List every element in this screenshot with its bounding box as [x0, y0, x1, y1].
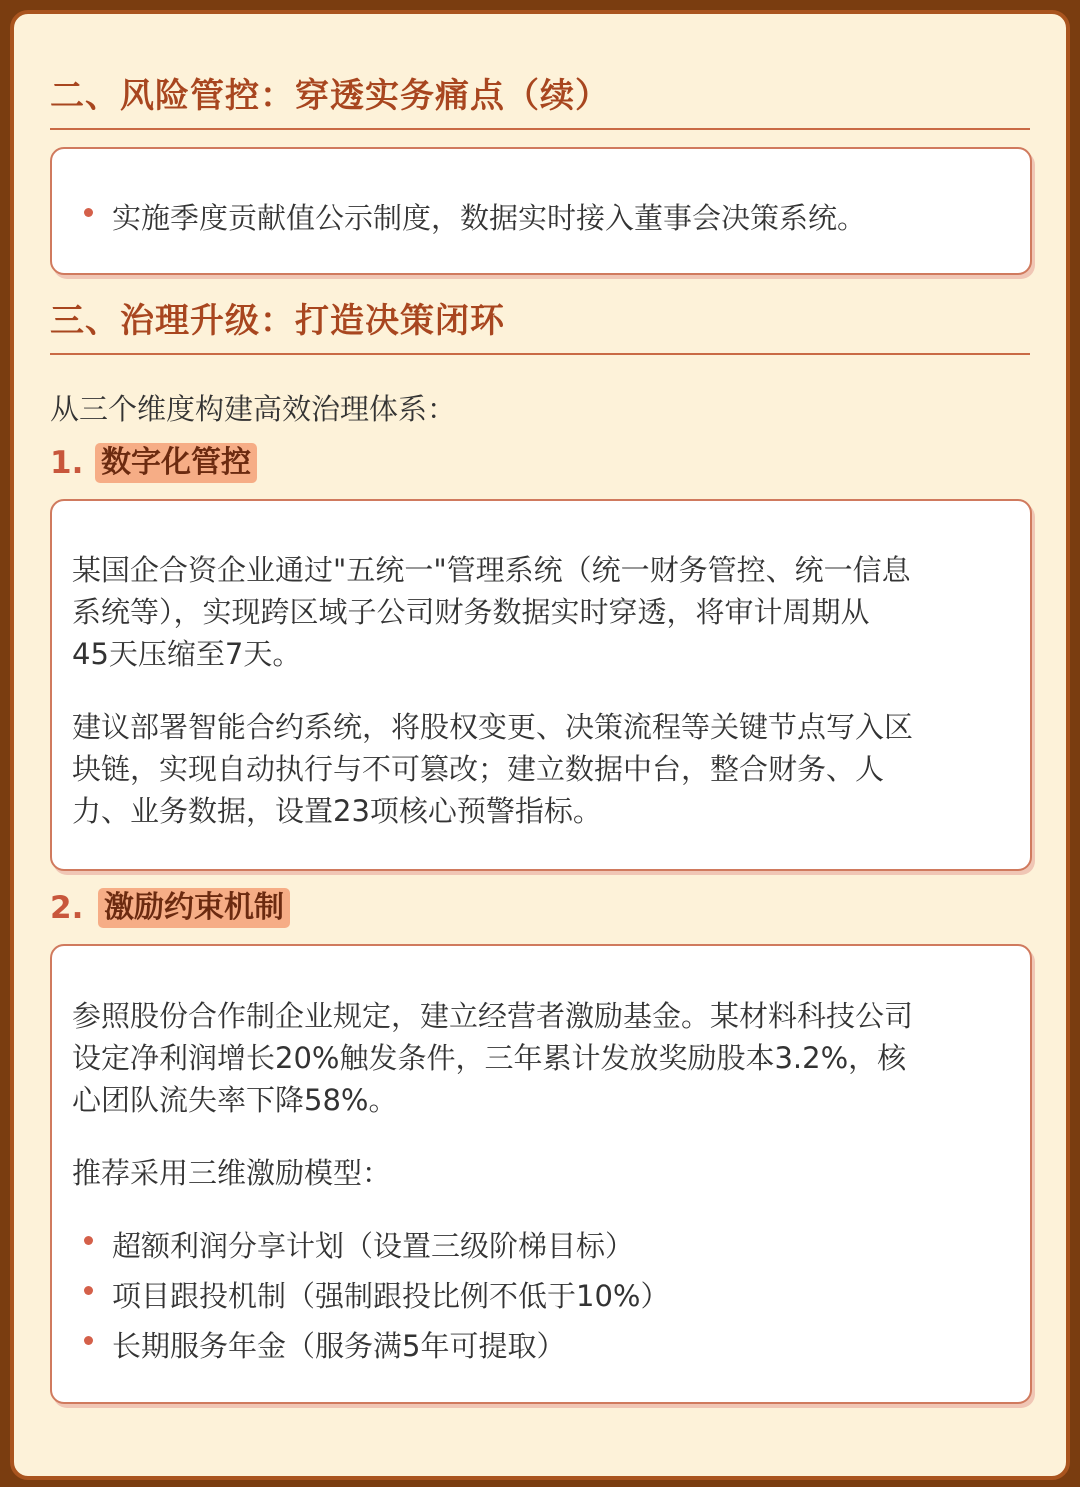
item-number: 1.	[50, 445, 84, 481]
section-title-risk-control: 二、风险管控：穿透实务痛点（续）	[50, 76, 610, 116]
paragraph-line: 系统等），实现跨区域子公司财务数据实时穿透，将审计周期从	[72, 595, 870, 629]
paragraph-line: 参照股份合作制企业规定，建立经营者激励基金。某材料科技公司	[72, 999, 914, 1033]
bullet-text: 超额利润分享计划（设置三级阶梯目标）	[112, 1229, 635, 1263]
paragraph-line: 某国企合资企业通过"五统一"管理系统（统一财务管控、统一信息	[72, 553, 911, 587]
paragraph-line: 建议部署智能合约系统，将股权变更、决策流程等关键节点写入区	[72, 710, 914, 744]
paragraph-line: 推荐采用三维激励模型：	[72, 1156, 392, 1190]
section-intro: 从三个维度构建高效治理体系：	[50, 392, 457, 426]
bullet-dot	[84, 1236, 93, 1245]
paragraph-line: 45天压缩至7天。	[72, 637, 302, 671]
bullet-dot	[84, 1286, 93, 1295]
item-heading-digital-control: 数字化管控	[95, 443, 257, 483]
paragraph-line: 设定净利润增长20%触发条件，三年累计发放奖励股本3.2%，核	[72, 1041, 907, 1075]
bullet-dot	[84, 208, 93, 217]
section-divider	[50, 353, 1030, 355]
item-heading-incentive: 激励约束机制	[98, 888, 290, 928]
bullet-text: 项目跟投机制（强制跟投比例不低于10%）	[112, 1279, 670, 1313]
paragraph-line: 块链，实现自动执行与不可篡改；建立数据中台，整合财务、人	[72, 752, 885, 786]
section-title-governance: 三、治理升级：打造决策闭环	[50, 301, 505, 341]
bullet-text: 长期服务年金（服务满5年可提取）	[112, 1329, 566, 1363]
paragraph-line: 力、业务数据，设置23项核心预警指标。	[72, 794, 602, 828]
bullet-text: 实施季度贡献值公示制度，数据实时接入董事会决策系统。	[112, 201, 867, 235]
paragraph-line: 心团队流失率下降58%。	[72, 1083, 398, 1117]
bullet-dot	[84, 1336, 93, 1345]
section-divider	[50, 128, 1030, 130]
item-number: 2.	[50, 890, 84, 926]
